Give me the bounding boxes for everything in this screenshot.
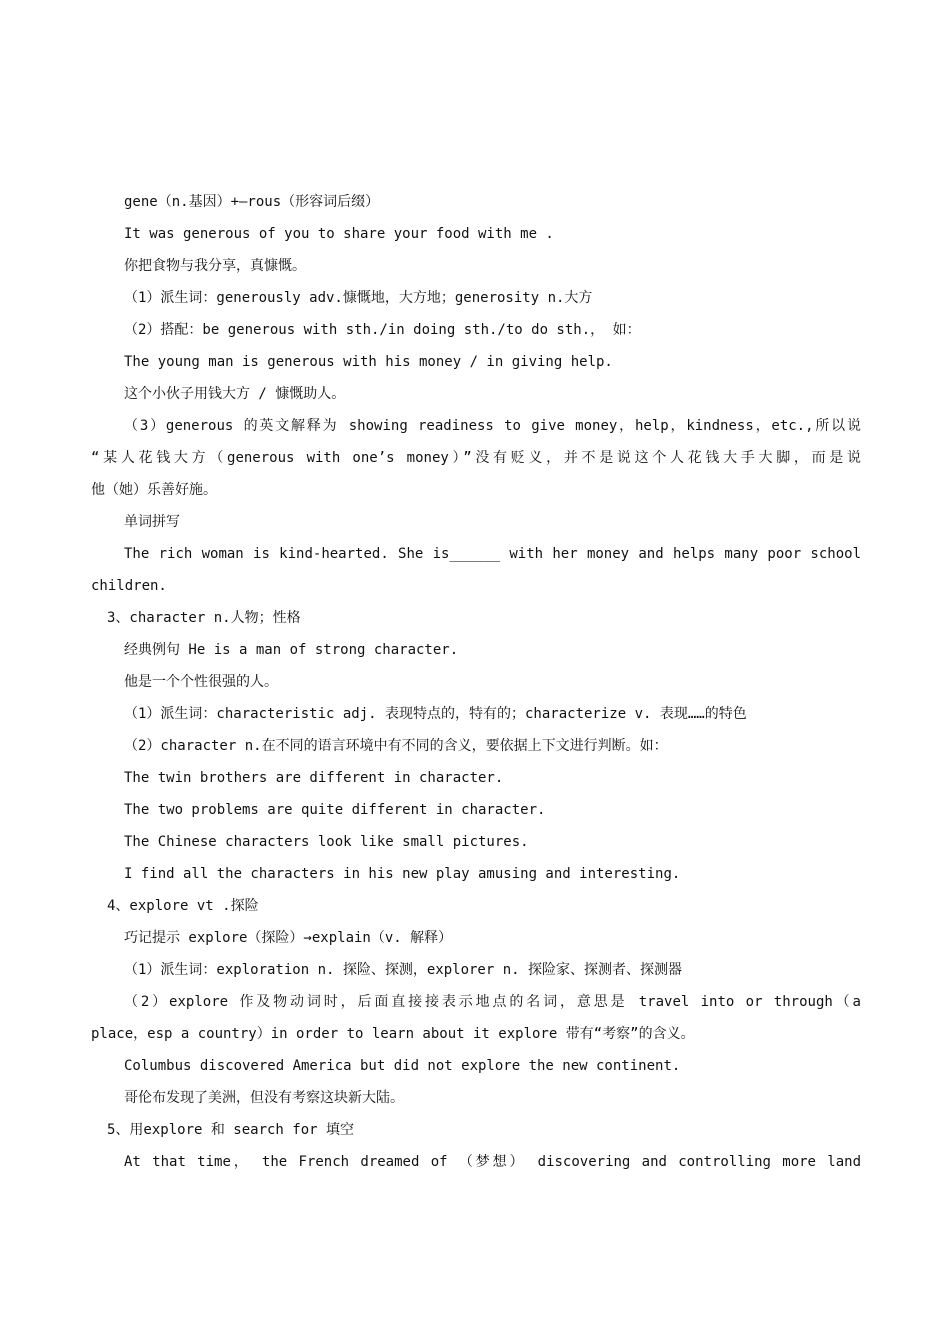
text-line: 他是一个个性很强的人。	[124, 674, 278, 690]
text-line: 单词拼写	[124, 514, 180, 530]
text-line: I find all the characters in his new play amusing and interesting.	[124, 866, 681, 882]
text-line: 经典例句 He is a man of strong character.	[124, 642, 459, 658]
document-body	[91, 186, 861, 1178]
text-line: （1）派生词：characteristic adj. 表现特点的，特有的；characterize v. 表现……的特色	[124, 706, 747, 722]
text-line: The two problems are quite different in character.	[124, 802, 546, 818]
text-line: 他（她）乐善好施。	[91, 482, 217, 498]
text-line: （2）explore 作及物动词时，后面直接接表示地点的名词，意思是 travel into or through（a	[124, 994, 861, 1010]
text-line: 哥伦布发现了美洲，但没有考察这块新大陆。	[124, 1090, 404, 1106]
text-line: 4、explore vt .探险	[107, 898, 259, 914]
text-line: At that time， the French dreamed of （梦想） discovering and controlling more land	[124, 1154, 861, 1170]
text-line: The rich woman is kind-hearted. She is______ with her money and helps many poor school	[124, 546, 861, 562]
text-line: （1）派生词：exploration n. 探险、探测，explorer n. 探险家、探测者、探测器	[124, 962, 683, 978]
text-line: It was generous of you to share your food with me .	[124, 226, 554, 242]
text-line: The young man is generous with his money / in giving help.	[124, 354, 613, 370]
text-line: Columbus discovered America but did not explore the new continent.	[124, 1058, 681, 1074]
text-line: 巧记提示 explore（探险）→explain（v. 解释）	[124, 930, 453, 946]
text-line: children.	[91, 578, 167, 594]
text-line: （1）派生词：generously adv.慷慨地，大方地；generosity n.大方	[124, 290, 593, 306]
text-line: “某人花钱大方（generous with one’s money）”没有贬义，并不是说这个人花钱大手大脚，而是说	[91, 450, 861, 466]
text-line: 你把食物与我分享，真慷慨。	[124, 258, 306, 274]
text-line: The twin brothers are different in character.	[124, 770, 504, 786]
text-line: 3、character n.人物；性格	[107, 610, 301, 626]
text-line: 这个小伙子用钱大方 / 慷慨助人。	[124, 386, 346, 402]
text-line: （2）搭配：be generous with sth./in doing sth./to do sth.， 如：	[124, 322, 641, 338]
text-line: （3）generous 的英文解释为 showing readiness to give money，help，kindness，etc.,所以说	[124, 418, 861, 434]
text-line: （2）character n.在不同的语言环境中有不同的含义，要依据上下文进行判断。如：	[124, 738, 668, 754]
text-line: 5、用explore 和 search for 填空	[107, 1122, 355, 1138]
text-line: gene（n.基因）+—rous（形容词后缀）	[124, 194, 380, 210]
text-line: place，esp a country）in order to learn about it explore 带有“考察”的含义。	[91, 1026, 695, 1042]
text-line: The Chinese characters look like small pictures.	[124, 834, 529, 850]
